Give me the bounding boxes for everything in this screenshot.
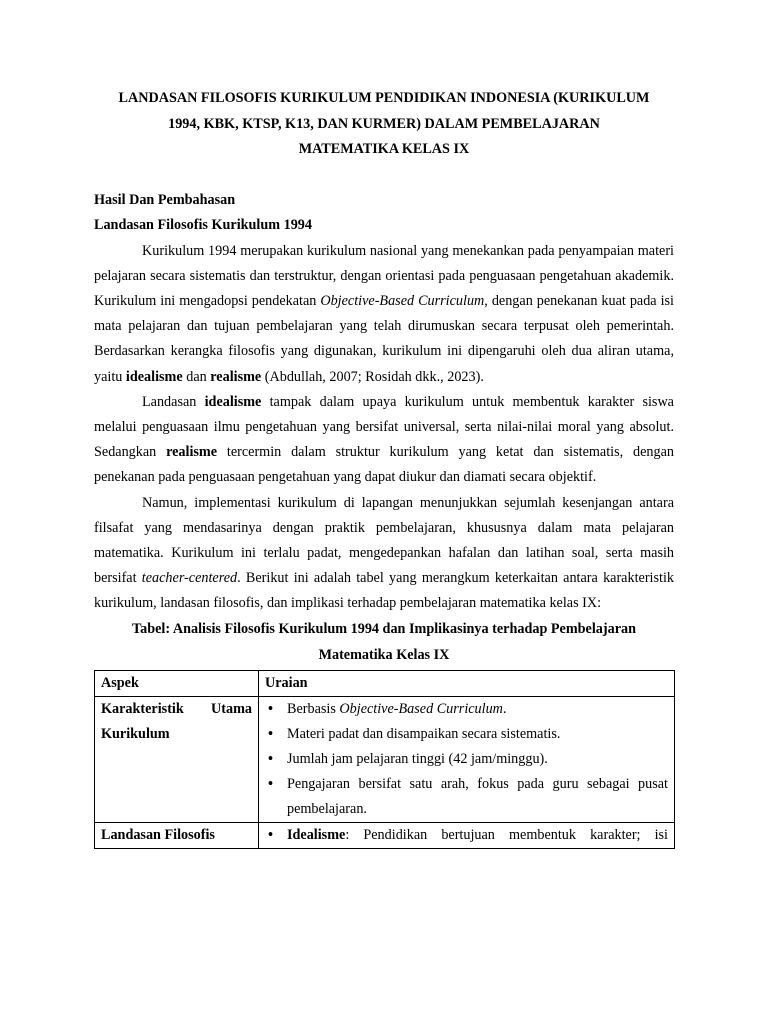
document-title	[94, 86, 674, 163]
table-caption-line-1: Tabel: Analisis Filosofis Kurikulum 1994 dan Implikasinya terhadap Pembelajaran	[131, 620, 636, 637]
table-caption	[94, 617, 674, 669]
analysis-table	[94, 670, 675, 849]
row1-b1-pre: Berbasis	[287, 700, 340, 717]
list-item: • Pengajaran bersifat satu arah, fokus pada guru sebagai pusat pembelajaran.	[265, 772, 668, 822]
spacer	[94, 163, 674, 188]
row1-b1-post: .	[502, 700, 507, 717]
paragraph-2	[94, 390, 674, 491]
p2-bold-realisme: realisme	[166, 444, 218, 461]
list-item: • Materi padat dan disampaikan secara sistematis.	[265, 722, 668, 747]
row1-b1-italic: Objective-Based Curriculum	[339, 700, 503, 717]
p1-bold-idealisme: idealisme	[125, 368, 183, 385]
list-item	[265, 697, 668, 722]
p2-text-c: tampak dalam upaya kurikulum untuk membentuk karakter siswa melalui penguasaan ilmu pengetahuan yang bersifat universal, serta nilai-nilai moral yang absolut. Sedangkan	[94, 393, 674, 461]
p2-text-a: Landasan	[142, 393, 205, 410]
p2-text-e: tercermin dalam struktur kurikulum yang ketat dan sistematis, dengan penekanan pada penguasaan pengetahuan yang dapat diukur dan diamati secara objektif.	[94, 444, 674, 486]
p3-italic-term: teacher-centered	[141, 570, 238, 587]
row1-aspek: Karakteristik Utama Kurikulum	[95, 696, 259, 822]
subsection-heading: Landasan Filosofis Kurikulum 1994	[94, 217, 312, 233]
title-line-2: 1994, KBK, KTSP, K13, DAN KURMER) DALAM PEMBELAJARAN	[168, 115, 600, 132]
p1-text-c: , dengan penekanan kuat pada isi mata pelajaran dan tujuan pembelajaran yang telah dirumuskan secara terpusat oleh pemerintah. Berdasarkan kerangka filosofis yang digunakan, kurikulum ini dipengaruhi oleh dua aliran utama, yaitu	[94, 292, 674, 385]
row2-clip	[265, 823, 668, 847]
header-aspek: Aspek	[95, 670, 259, 696]
table-header-row	[95, 670, 675, 696]
paragraph-1	[94, 239, 674, 390]
row1-uraian	[259, 696, 675, 822]
row2-aspek: Landasan Filosofis	[95, 822, 259, 848]
p1-italic-term: Objective-Based Curriculum	[320, 292, 485, 309]
table-caption-line-2: Matematika Kelas IX	[318, 647, 450, 664]
p1-text-e: dan	[182, 368, 211, 385]
list-item	[265, 823, 668, 847]
paragraph-3	[94, 491, 674, 617]
row2-uraian	[259, 822, 675, 848]
p1-bold-realisme: realisme	[210, 368, 262, 385]
header-uraian: Uraian	[259, 670, 675, 696]
table-row	[95, 822, 675, 848]
title-line-1: LANDASAN FILOSOFIS KURIKULUM PENDIDIKAN INDONESIA (KURIKULUM	[118, 90, 650, 106]
p1-text-g: (Abdullah, 2007; Rosidah dkk., 2023).	[261, 368, 484, 385]
row2-b1-post: : Pendidikan bertujuan membentuk karakter; isi	[345, 826, 668, 843]
row2-b1-bold: Idealisme	[287, 826, 346, 843]
title-line-3: MATEMATIKA KELAS IX	[298, 141, 470, 157]
p3-text-a: Namun, implementasi kurikulum di lapangan menunjukkan sejumlah kesenjangan antara filsafat yang mendasarinya dengan praktik pembelajaran, khususnya dalam mata pelajaran matematika. Kurikulum ini terlalu padat, mengedepankan hafalan dan latihan soal, serta masih bersifat	[94, 494, 674, 587]
list-item: • Jumlah jam pelajaran tinggi (42 jam/minggu).	[265, 747, 668, 772]
section-heading: Hasil Dan Pembahasan	[94, 191, 236, 208]
p3-text-c: . Berikut ini adalah tabel yang merangkum keterkaitan antara karakteristik kurikulum, landasan filosofis, dan implikasi terhadap pembelajaran matematika kelas IX:	[94, 570, 674, 612]
p1-text-a: Kurikulum 1994 merupakan kurikulum nasional yang menekankan pada penyampaian materi pelajaran secara sistematis dan terstruktur, dengan orientasi pada penguasaan pengetahuan akademik. Kurikulum ini mengadopsi pendekatan	[94, 242, 674, 309]
p2-bold-idealisme: idealisme	[204, 393, 262, 410]
table-row	[95, 696, 675, 822]
